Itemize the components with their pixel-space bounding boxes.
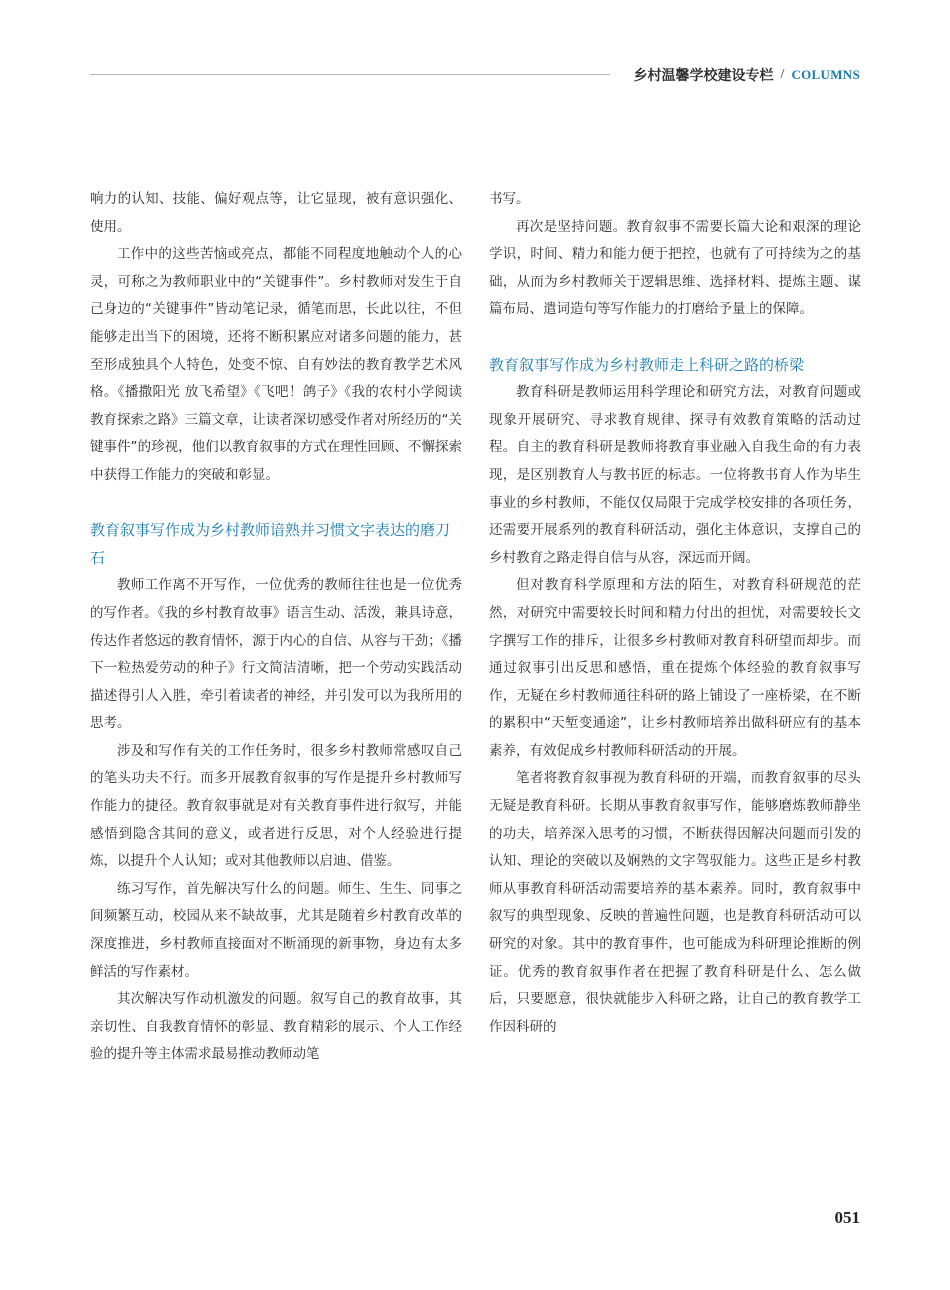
column-label: COLUMNS xyxy=(791,67,860,82)
paragraph: 涉及和写作有关的工作任务时，很多乡村教师常感叹自己的笔头功夫不行。而多开展教育叙事的写作是提升乡村教师写作能力的捷径。教育叙事就是对有关教育事件进行叙写，并能感悟到隐含其间的意义，或者进行反思，对个人经验进行提炼，以提升个人认知；或对其他教师以启迪、借鉴。 xyxy=(90,742,462,870)
paragraph: 教师工作离不开写作，一位优秀的教师往往也是一位优秀的写作者。《我的乡村教育故事》语言生动、活泼，兼具诗意，传达作者悠远的教育情怀，源于内心的自信、从容与干劲；《播下一粒热爱劳动的种子》行文简洁清晰，把一个劳动实践活动描述得引人入胜，牵引着读者的神经，并引发可以为我所用的思考。 xyxy=(90,577,462,732)
left-column xyxy=(90,186,462,1069)
paragraph: 但对教育科学原理和方法的陌生，对教育科研规范的茫然，对研究中需要较长时间和精力付出的担忧，对需要较长文字撰写工作的排斥，让很多乡村教师对教育科研望而却步。而通过叙事引出反思和感悟，重在提炼个体经验的教育叙事写作，无疑在乡村教师通往科研的路上铺设了一座桥梁，在不断的累积中“天堑变通途”，让乡村教师培养出做科研应有的基本素养，有效促成乡村教师科研活动的开展。 xyxy=(489,577,861,759)
running-header xyxy=(618,64,860,86)
section-gap xyxy=(90,490,462,518)
section-heading: 教育叙事写作成为乡村教师谙熟并习惯文字表达的磨刀石 xyxy=(90,521,451,567)
paragraph: 练习写作，首先解决写什么的问题。师生、生生、同事之间频繁互动，校园从来不缺故事，尤其是随着乡村教育改革的深度推进，乡村教师直接面对不断涌现的新事物，身边有太多鲜活的写作素材。 xyxy=(90,880,462,980)
page-number: 051 xyxy=(834,1208,860,1227)
right-column xyxy=(489,186,861,1041)
paragraph: 其次解决写作动机激发的问题。叙写自己的教育故事，其亲切性、自我教育情怀的彰显、教育精彩的展示、个人工作经验的提升等主体需求最易推动教师动笔 xyxy=(90,991,462,1063)
header-separator: / xyxy=(780,67,785,82)
column-title: 乡村温馨学校建设专栏 xyxy=(633,68,774,84)
paragraph: 教育科研是教师运用科学理论和研究方法，对教育问题或现象开展研究、寻求教育规律、探寻有效教育策略的活动过程。自主的教育科研是教师将教育事业融入自我生命的有力表现，是区别教育人与教书匠的标志。一位将教书育人作为毕生事业的乡村教师，不能仅仅局限于完成学校安排的各项任务，还需要开展系列的教育科研活动，强化主体意识，支撑自己的乡村教育之路走得自信与从容，深远而开阔。 xyxy=(489,384,861,566)
paragraph: 再次是坚持问题。教育叙事不需要长篇大论和艰深的理论学识，时间、精力和能力便于把控，也就有了可持续为之的基础，从而为乡村教师关于逻辑思维、选择材料、提炼主题、谋篇布局、遣词造句等写作能力的打磨给予量上的保障。 xyxy=(489,218,861,318)
paragraph: 书写。 xyxy=(489,191,530,207)
paragraph: 响力的认知、技能、偏好观点等，让它显现，被有意识强化、使用。 xyxy=(90,191,462,235)
header-rule xyxy=(90,74,610,75)
paragraph: 笔者将教育叙事视为教育科研的开端，而教育叙事的尽头无疑是教育科研。长期从事教育叙事写作，能够磨炼教师静坐的功夫，培养深入思考的习惯，不断获得因解决问题而引发的认知、理论的突破以及娴熟的文字驾驭能力。这些正是乡村教师从事教育科研活动需要培养的基本素养。同时，教育叙事中叙写的典型现象、反映的普遍性问题，也是教育科研活动可以研究的对象。其中的教育事件，也可能成为科研理论推断的例证。优秀的教育叙事作者在把握了教育科研是什么、怎么做后，只要愿意，很快就能步入科研之路，让自己的教育教学工作因科研的 xyxy=(489,770,861,1035)
paragraph: 工作中的这些苦恼或亮点，都能不同程度地触动个人的心灵，可称之为教师职业中的“关键事件”。乡村教师对发生于自己身边的“关键事件”皆动笔记录，循笔而思，长此以往，不但能够走出当下的困境，还将不断积累应对诸多问题的能力，甚至形成独具个人特色，处变不惊、自有妙法的教育教学艺术风格。《播撒阳光 放飞希望》《飞吧！鸽子》《我的农村小学阅读教育探索之路》三篇文章，让读者深切感受作者对所经历的“关键事件”的珍视，他们以教育叙事的方式在理性回顾、不懈探索中获得工作能力的突破和彰显。 xyxy=(90,246,462,483)
section-gap xyxy=(489,324,861,352)
section-heading: 教育叙事写作成为乡村教师走上科研之路的桥梁 xyxy=(489,355,805,374)
